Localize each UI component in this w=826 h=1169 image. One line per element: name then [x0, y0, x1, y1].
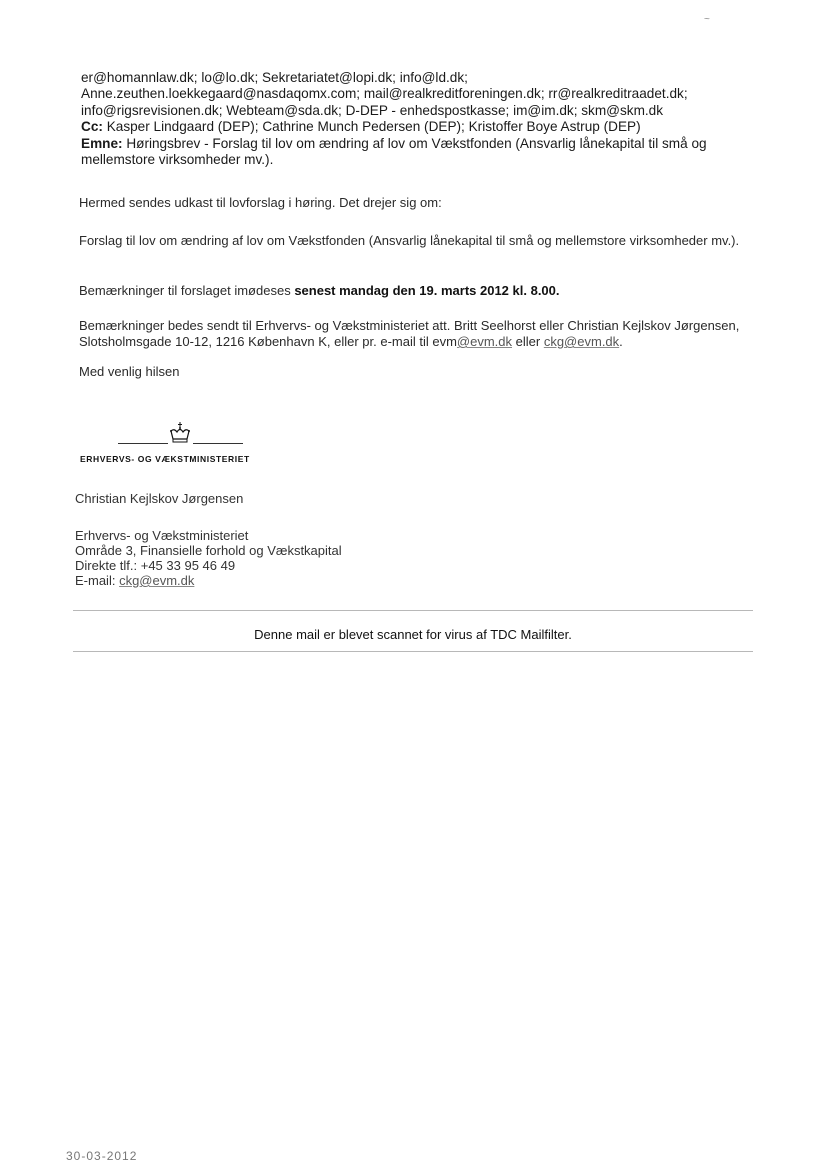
signature-email-link[interactable]: ckg@evm.dk	[119, 573, 195, 588]
greeting: Med venlig hilsen	[79, 364, 180, 379]
subject-line	[81, 136, 761, 169]
deadline-paragraph	[79, 283, 769, 299]
crown-icon	[168, 422, 192, 446]
cc-label: Cc:	[81, 119, 103, 135]
subject-label: Emne:	[81, 135, 123, 151]
recipients-line-3: info@rigsrevisionen.dk; Webteam@sda.dk; D-DEP - enhedspostkasse; im@im.dk; skm@skm.dk	[81, 102, 664, 118]
deadline-text: Bemærkninger til forslaget imødeses	[79, 283, 295, 298]
signature-unit: Område 3, Finansielle forhold og Vækstkapital	[75, 543, 342, 558]
recipients-line-1: er@homannlaw.dk; lo@lo.dk; Sekretariatet@lopi.dk; info@ld.dk;	[81, 70, 468, 85]
send-text: Bemærkninger bedes sendt til Erhvervs- og Vækstministeriet att. Britt Seelhorst eller Christian Kejlskov Jørgensen, Slotsholmsgade 10-12, 1216 København K, eller pr. e-mail til evm	[79, 318, 740, 349]
cc-value: Kasper Lindgaard (DEP); Cathrine Munch Pedersen (DEP); Kristoffer Boye Astrup (DEP)	[106, 119, 641, 135]
logo-rule-left	[118, 443, 168, 444]
signature-phone: Direkte tlf.: +45 33 95 46 49	[75, 558, 236, 573]
send-end-text: .	[619, 334, 623, 349]
divider-bottom	[73, 651, 753, 652]
virus-notice: Denne mail er blevet scannet for virus af TDC Mailfilter.	[254, 627, 572, 642]
email-header	[81, 70, 761, 168]
evm-email-link[interactable]: @evm.dk	[456, 334, 513, 349]
recipients-line-2: Anne.zeuthen.loekkegaard@nasdaqomx.com; mail@realkreditforeningen.dk; rr@realkreditraadet.dk;	[81, 86, 688, 102]
ministry-name: ERHVERVS- OG VÆKSTMINISTERIET	[80, 454, 250, 464]
ministry-logo	[78, 420, 288, 472]
intro-paragraph: Hermed sendes udkast til lovforslag i høring. Det drejer sig om:	[79, 195, 442, 210]
logo-rule-right	[193, 443, 243, 444]
signature-name: Christian Kejlskov Jørgensen	[75, 491, 244, 506]
send-mid-text: eller	[512, 334, 544, 349]
proposal-paragraph: Forslag til lov om ændring af lov om Vækstfonden (Ansvarlig lånekapital til små og mellemstore virksomheder mv.).	[79, 233, 740, 248]
signature-email-label: E-mail:	[75, 573, 120, 588]
signature-org: Erhvervs- og Vækstministeriet	[75, 528, 249, 543]
scan-mark: ~	[704, 14, 710, 25]
footer-date: 30-03-2012	[66, 1149, 138, 1163]
subject-value: Høringsbrev - Forslag til lov om ændring af lov om Vækstfonden (Ansvarlig lånekapital til små og mellemstore virksomheder mv.).	[81, 135, 707, 168]
ckg-email-link[interactable]: ckg@evm.dk	[543, 334, 620, 349]
send-instructions-paragraph	[79, 318, 769, 350]
cc-line	[81, 119, 761, 135]
deadline-date: senest mandag den 19. marts 2012 kl. 8.00.	[294, 283, 560, 298]
divider-top	[73, 610, 753, 611]
signature-email-line	[75, 574, 194, 589]
